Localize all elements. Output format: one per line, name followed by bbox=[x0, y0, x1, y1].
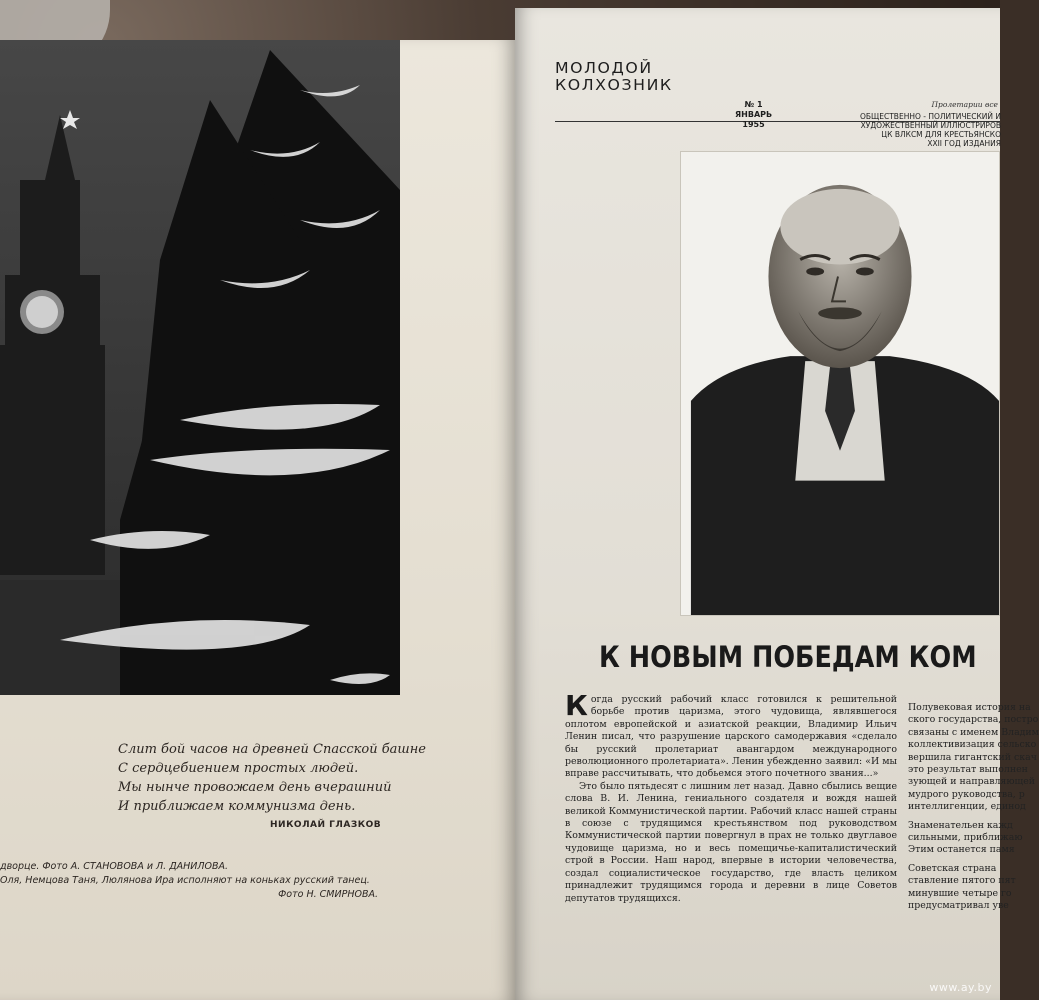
magazine-title-line: МОЛОДОЙ bbox=[555, 59, 653, 77]
column-line: сильными, приближаю bbox=[908, 832, 1023, 844]
article-paragraph bbox=[565, 689, 897, 781]
column-line: минувшие четыре го bbox=[908, 887, 1012, 899]
column-line: интеллигенции, единод bbox=[908, 801, 1026, 813]
column-line: это результат выполнен bbox=[908, 764, 1028, 776]
lenin-portrait bbox=[680, 151, 1000, 616]
magazine-title-line: КОЛХОЗНИК bbox=[555, 76, 673, 94]
column-line: Советская страна bbox=[908, 862, 997, 874]
left-page bbox=[0, 40, 515, 1000]
column-line: предусматривал уве bbox=[908, 900, 1009, 912]
column-line: коллективизация сельско bbox=[908, 739, 1037, 751]
slogan: Пролетарии все bbox=[931, 100, 998, 109]
column-line: ставление пятого пят bbox=[908, 875, 1016, 887]
poem-line: И приближаем коммунизма день. bbox=[118, 799, 356, 814]
description-line: ХУДОЖЕСТВЕННЫЙ ИЛЛЮСТРИРОВ bbox=[860, 121, 1001, 130]
column-line: Этим останется памя bbox=[908, 844, 1015, 856]
column-line: вершила гигантский скач bbox=[908, 751, 1037, 763]
column-line: зующей и направляющей bbox=[908, 776, 1036, 788]
column-line: мудрого руководства, р bbox=[908, 788, 1025, 800]
column-line: Полувековая история на bbox=[908, 702, 1031, 713]
photo-credit: Фото Н. СМИРНОВА. bbox=[278, 889, 378, 900]
issue-number: № 1 bbox=[744, 100, 763, 109]
description-line: ОБЩЕСТВЕННО - ПОЛИТИЧЕСКИЙ И bbox=[860, 112, 1001, 121]
description-line: ЦК ВЛКСМ ДЛЯ КРЕСТЬЯНСКО bbox=[881, 130, 1001, 139]
kremlin-photo-image bbox=[0, 40, 400, 695]
poem-line: С сердцебиением простых людей. bbox=[118, 761, 359, 776]
paragraph-text: огда русский рабочий класс готовился к решительной борьбе против царизма, этого чудовища, являвшегося оплотом европейской и азиатской реакции, Владимир Ильич Ленин писал, что разрушение царского самодержавия «сделало бы русский пролетариат авангардом международного революционного пролетариата». Ленин убежденно заявил: «И мы вправе рассчитывать, что добьемся этого почетного звания...» bbox=[565, 694, 897, 780]
issue-month: ЯНВАРЬ bbox=[735, 110, 773, 119]
column-line: Знаменательен кажд bbox=[908, 819, 1013, 831]
description-line: XXII ГОД ИЗДАНИЯ bbox=[927, 139, 1001, 148]
column-line: ского государства, постро bbox=[908, 714, 1039, 726]
magazine-title bbox=[555, 60, 673, 94]
photo-credit: Оля, Немцова Таня, Люлянова Ира исполняют на коньках русский танец. bbox=[0, 875, 370, 886]
right-page bbox=[515, 8, 1039, 1000]
article-paragraph: Это было пятьдесят с лишним лет назад. Давно сбылись вещие слова В. И. Ленина, гениального создателя и вождя нашей великой Коммунистической партии. Рабочий класс нашей страны в союзе с трудящимся крестьянством под руководством Коммунистической партии повергнул в прах не только двуглавое чудовище царизма, но и весь помещичье-капиталистический строй в России. Наш народ, впервые в истории человечества, создал социалистическое государство, где власть целиком принадлежит трудящимся города и деревни в лице Советов депутатов трудящихся. bbox=[565, 780, 897, 904]
publication-description bbox=[831, 112, 1001, 148]
issue-year: 1955 bbox=[742, 120, 765, 129]
issue-info bbox=[735, 100, 772, 130]
poem-line: Слит бой часов на древней Спасской башне bbox=[118, 742, 426, 757]
photo-credits bbox=[0, 860, 400, 902]
drop-cap: К bbox=[565, 689, 588, 722]
poem-line: Мы нынче провожаем день вчерашний bbox=[118, 780, 392, 795]
article-column-2 bbox=[908, 702, 1039, 913]
site-watermark: www.ay.by bbox=[929, 981, 992, 994]
kremlin-winter-photo bbox=[0, 40, 400, 695]
poem bbox=[118, 740, 426, 816]
column-line: связаны с именем Владим bbox=[908, 726, 1039, 738]
poem-author: НИКОЛАЙ ГЛАЗКОВ bbox=[270, 820, 382, 830]
article-headline: К НОВЫМ ПОБЕДАМ КОМ bbox=[599, 640, 977, 674]
portrait-image bbox=[681, 152, 999, 615]
photo-credit: дворце. Фото А. СТАНОВОВА и Л. ДАНИЛОВА. bbox=[0, 861, 229, 872]
article-body bbox=[565, 689, 897, 905]
